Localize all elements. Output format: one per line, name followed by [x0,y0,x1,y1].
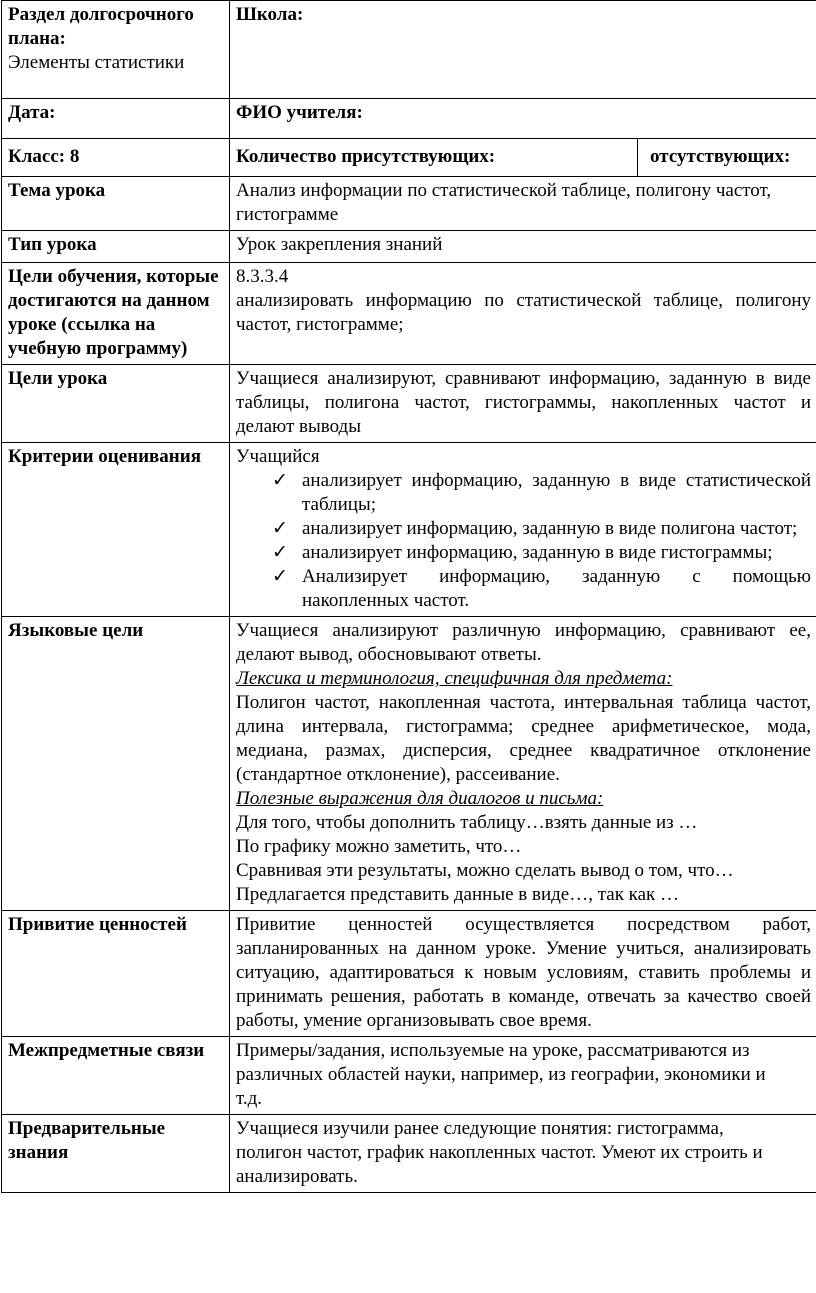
vocab-text: Полигон частот, накопленная частота, интервальная таблица частот, длина интервала, гистограмма; среднее арифметическое, мода, медиана, размах, дисперсия, среднее квадратичное отклонение (стандартное отклонение), рассеивание. [236,692,811,785]
values-value: Привитие ценностей осуществляется посредством работ, запланированных на данном уроке. Умение учиться, анализировать ситуацию, адаптироваться к новым условиям, ставить проблемы и принимать решения, работать в команде, отвечать за качество своей работы, умение организовывать свое время. [236,914,811,1031]
cross-value-cell [230,1037,816,1115]
row-lesson-goals [2,365,816,443]
school-label: Школа: [236,4,304,25]
topic-label-cell [2,177,230,231]
criteria-item-text: анализирует информацию, заданную в виде полигона частот; [302,518,798,539]
prior-label: Предварительные знания [8,1118,166,1163]
criteria-label: Критерии оценивания [8,446,201,467]
phrase-item: Предлагается представить данные в виде…, так как … [236,884,680,905]
language-intro: Учащиеся анализируют различную информацию, сравнивают ее, делают вывод, обосновывают ответы. [236,620,811,665]
criteria-item [236,565,811,613]
criteria-item [236,517,811,541]
teacher-cell [230,99,816,139]
row-values [2,911,816,1037]
phrases-heading: Полезные выражения для диалогов и письма: [236,788,604,809]
prior-value-cell [230,1115,816,1193]
criteria-value-cell [230,443,816,617]
present-label: Количество присутствующих: [236,146,496,167]
criteria-label-cell [2,443,230,617]
criteria-item [236,469,811,517]
checkmark-icon: ✓ [272,470,288,491]
values-label: Привитие ценностей [8,914,187,935]
language-value-cell [230,617,816,911]
teacher-label: ФИО учителя: [236,102,363,123]
criteria-item-text: анализирует информацию, заданную в виде статистической таблицы; [302,470,811,515]
section-label: Раздел долгосрочного плана: [8,4,194,49]
row-cross [2,1037,816,1115]
criteria-item [236,541,811,565]
absent-cell [638,139,816,177]
class-label: Класс: 8 [8,146,80,167]
date-label: Дата: [8,102,56,123]
date-cell [2,99,230,139]
objectives-code: 8.3.3.4 [236,266,289,287]
phrase-item: Для того, чтобы дополнить таблицу…взять данные из … [236,812,698,833]
row-date [2,99,816,139]
section-value: Элементы статистики [8,52,185,73]
checkmark-icon: ✓ [272,566,288,587]
values-label-cell [2,911,230,1037]
topic-label: Тема урока [8,180,106,201]
criteria-item-text: анализирует информацию, заданную в виде гистограммы; [302,542,773,563]
cross-label-cell [2,1037,230,1115]
row-language [2,617,816,911]
row-objectives [2,263,816,365]
objectives-label-cell [2,263,230,365]
section-cell [2,1,230,99]
language-label: Языковые цели [8,620,144,641]
phrase-item: Сравнивая эти результаты, можно сделать вывод о том, что… [236,860,734,881]
lesson-goals-value: Учащиеся анализируют, сравнивают информацию, заданную в виде таблицы, полигона частот, гистограммы, накопленных частот и делают выводы [236,368,811,437]
cross-label: Межпредметные связи [8,1040,205,1061]
present-cell [230,139,638,177]
absent-label: отсутствующих: [650,146,791,167]
prior-value: Учащиеся изучили ранее следующие понятия: гистограмма, полигон частот, график накопленных частот. Умеют их строить и анализировать. [236,1118,763,1187]
row-section [2,1,816,99]
row-criteria [2,443,816,617]
language-label-cell [2,617,230,911]
values-value-cell [230,911,816,1037]
school-cell [230,1,816,99]
vocab-heading: Лексика и терминология, специфичная для предмета: [236,668,673,689]
type-value: Урок закрепления знаний [236,234,443,255]
cross-value: Примеры/задания, используемые на уроке, рассматриваются из различных областей науки, например, из географии, экономики и т.д. [236,1040,766,1109]
lesson-goals-value-cell [230,365,816,443]
row-topic [2,177,816,231]
phrase-item: По графику можно заметить, что… [236,836,522,857]
lesson-goals-label-cell [2,365,230,443]
criteria-intro: Учащийся [236,446,320,467]
prior-label-cell [2,1115,230,1193]
criteria-list [236,469,811,613]
type-label: Тип урока [8,234,97,255]
lesson-plan-table [1,0,816,1193]
row-type [2,231,816,263]
topic-value: Анализ информации по статистической таблице, полигону частот, гистограмме [236,180,772,225]
row-prior [2,1115,816,1193]
objectives-text: анализировать информацию по статистической таблице, полигону частот, гистограмме; [236,290,811,335]
class-cell [2,139,230,177]
topic-value-cell [230,177,816,231]
checkmark-icon: ✓ [272,518,288,539]
lesson-goals-label: Цели урока [8,368,108,389]
checkmark-icon: ✓ [272,542,288,563]
objectives-label: Цели обучения, которые достигаются на данном уроке (ссылка на учебную программу) [8,266,219,359]
type-label-cell [2,231,230,263]
row-class [2,139,816,177]
criteria-item-text: Анализирует информацию, заданную с помощью накопленных частот. [302,566,811,611]
type-value-cell [230,231,816,263]
objectives-value-cell [230,263,816,365]
